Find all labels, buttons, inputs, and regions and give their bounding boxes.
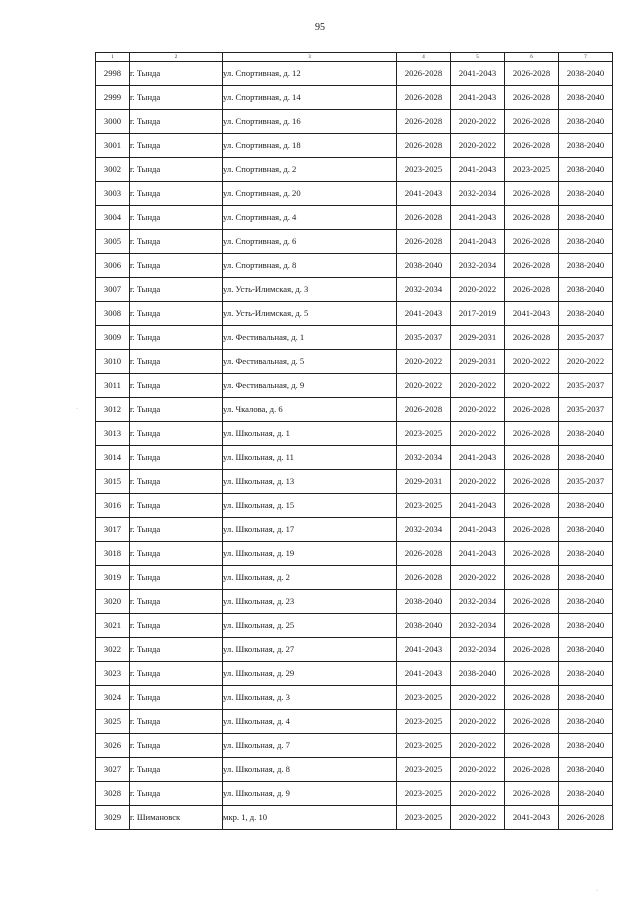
table-row xyxy=(96,254,613,278)
period-col6-cell: 2026-2028 xyxy=(505,542,559,566)
period-col7-cell: 2035-2037 xyxy=(559,470,613,494)
period-col5-cell: 2020-2022 xyxy=(451,134,505,158)
period-col5-cell: 2020-2022 xyxy=(451,710,505,734)
period-col6-cell: 2026-2028 xyxy=(505,422,559,446)
period-col7-cell: 2038-2040 xyxy=(559,614,613,638)
row-number-cell: 3006 xyxy=(96,254,130,278)
table-row xyxy=(96,110,613,134)
column-number: 4 xyxy=(397,53,451,62)
table-row xyxy=(96,206,613,230)
row-number-cell: 3013 xyxy=(96,422,130,446)
period-col6-cell: 2026-2028 xyxy=(505,182,559,206)
period-col7-cell: 2038-2040 xyxy=(559,590,613,614)
city-cell: г. Тында xyxy=(130,398,223,422)
table-row xyxy=(96,590,613,614)
row-number-cell: 3017 xyxy=(96,518,130,542)
row-number-cell: 3018 xyxy=(96,542,130,566)
table-row xyxy=(96,230,613,254)
address-cell: ул. Спортивная, д. 6 xyxy=(223,230,397,254)
period-col5-cell: 2032-2034 xyxy=(451,590,505,614)
period-col4-cell: 2038-2040 xyxy=(397,590,451,614)
period-col4-cell: 2041-2043 xyxy=(397,638,451,662)
period-col6-cell: 2026-2028 xyxy=(505,614,559,638)
row-number-cell: 3010 xyxy=(96,350,130,374)
period-col7-cell: 2038-2040 xyxy=(559,734,613,758)
period-col5-cell: 2032-2034 xyxy=(451,254,505,278)
city-cell: г. Тында xyxy=(130,710,223,734)
address-cell: ул. Школьная, д. 8 xyxy=(223,758,397,782)
row-number-cell: 3029 xyxy=(96,806,130,830)
table-row xyxy=(96,374,613,398)
period-col6-cell: 2026-2028 xyxy=(505,446,559,470)
period-col4-cell: 2023-2025 xyxy=(397,734,451,758)
city-cell: г. Тында xyxy=(130,86,223,110)
period-col5-cell: 2032-2034 xyxy=(451,182,505,206)
column-number: 2 xyxy=(130,53,223,62)
period-col6-cell: 2026-2028 xyxy=(505,782,559,806)
city-cell: г. Тында xyxy=(130,494,223,518)
period-col5-cell: 2029-2031 xyxy=(451,350,505,374)
period-col5-cell: 2029-2031 xyxy=(451,326,505,350)
row-number-cell: 3004 xyxy=(96,206,130,230)
row-number-cell: 3019 xyxy=(96,566,130,590)
city-cell: г. Тында xyxy=(130,134,223,158)
period-col7-cell: 2038-2040 xyxy=(559,206,613,230)
column-number: 7 xyxy=(559,53,613,62)
address-cell: ул. Школьная, д. 9 xyxy=(223,782,397,806)
row-number-cell: 3016 xyxy=(96,494,130,518)
period-col4-cell: 2038-2040 xyxy=(397,254,451,278)
city-cell: г. Тында xyxy=(130,758,223,782)
city-cell: г. Тында xyxy=(130,254,223,278)
table-row xyxy=(96,350,613,374)
address-cell: ул. Школьная, д. 3 xyxy=(223,686,397,710)
city-cell: г. Тында xyxy=(130,230,223,254)
column-number: 3 xyxy=(223,53,397,62)
period-col7-cell: 2020-2022 xyxy=(559,350,613,374)
row-number-cell: 3007 xyxy=(96,278,130,302)
city-cell: г. Тында xyxy=(130,182,223,206)
period-col6-cell: 2026-2028 xyxy=(505,662,559,686)
address-cell: ул. Школьная, д. 1 xyxy=(223,422,397,446)
row-number-cell: 3011 xyxy=(96,374,130,398)
row-number-cell: 3012 xyxy=(96,398,130,422)
period-col7-cell: 2038-2040 xyxy=(559,446,613,470)
table-row xyxy=(96,398,613,422)
city-cell: г. Тында xyxy=(130,278,223,302)
period-col4-cell: 2041-2043 xyxy=(397,302,451,326)
table-row xyxy=(96,158,613,182)
city-cell: г. Тында xyxy=(130,614,223,638)
period-col4-cell: 2026-2028 xyxy=(397,542,451,566)
address-cell: ул. Школьная, д. 19 xyxy=(223,542,397,566)
period-col7-cell: 2038-2040 xyxy=(559,278,613,302)
period-col6-cell: 2026-2028 xyxy=(505,326,559,350)
period-col5-cell: 2020-2022 xyxy=(451,734,505,758)
table-row xyxy=(96,782,613,806)
table-row xyxy=(96,806,613,830)
period-col6-cell: 2026-2028 xyxy=(505,278,559,302)
city-cell: г. Тында xyxy=(130,734,223,758)
row-number-cell: 3023 xyxy=(96,662,130,686)
period-col7-cell: 2038-2040 xyxy=(559,110,613,134)
period-col5-cell: 2032-2034 xyxy=(451,614,505,638)
period-col5-cell: 2020-2022 xyxy=(451,806,505,830)
address-cell: ул. Школьная, д. 4 xyxy=(223,710,397,734)
address-cell: ул. Школьная, д. 11 xyxy=(223,446,397,470)
period-col4-cell: 2026-2028 xyxy=(397,86,451,110)
period-col5-cell: 2041-2043 xyxy=(451,206,505,230)
period-col5-cell: 2032-2034 xyxy=(451,638,505,662)
period-col4-cell: 2023-2025 xyxy=(397,758,451,782)
row-number-cell: 3009 xyxy=(96,326,130,350)
scan-speck: · xyxy=(76,406,78,412)
period-col7-cell: 2038-2040 xyxy=(559,86,613,110)
period-col4-cell: 2023-2025 xyxy=(397,686,451,710)
period-col4-cell: 2023-2025 xyxy=(397,710,451,734)
period-col6-cell: 2026-2028 xyxy=(505,398,559,422)
address-cell: ул. Спортивная, д. 2 xyxy=(223,158,397,182)
row-number-cell: 3022 xyxy=(96,638,130,662)
address-cell: ул. Спортивная, д. 4 xyxy=(223,206,397,230)
page-number: 95 xyxy=(315,22,325,33)
row-number-cell: 3025 xyxy=(96,710,130,734)
column-number: 6 xyxy=(505,53,559,62)
period-col4-cell: 2038-2040 xyxy=(397,614,451,638)
period-col5-cell: 2041-2043 xyxy=(451,86,505,110)
period-col5-cell: 2017-2019 xyxy=(451,302,505,326)
period-col5-cell: 2020-2022 xyxy=(451,278,505,302)
table-row xyxy=(96,278,613,302)
period-col7-cell: 2038-2040 xyxy=(559,518,613,542)
row-number-cell: 3024 xyxy=(96,686,130,710)
address-cell: мкр. 1, д. 10 xyxy=(223,806,397,830)
row-number-cell: 3026 xyxy=(96,734,130,758)
period-col6-cell: 2026-2028 xyxy=(505,686,559,710)
period-col4-cell: 2026-2028 xyxy=(397,566,451,590)
table-row xyxy=(96,542,613,566)
period-col7-cell: 2038-2040 xyxy=(559,230,613,254)
row-number-cell: 3014 xyxy=(96,446,130,470)
column-number: 1 xyxy=(96,53,130,62)
row-number-cell: 3020 xyxy=(96,590,130,614)
city-cell: г. Тында xyxy=(130,782,223,806)
row-number-cell: 3001 xyxy=(96,134,130,158)
period-col5-cell: 2041-2043 xyxy=(451,230,505,254)
row-number-cell: 3028 xyxy=(96,782,130,806)
table-row xyxy=(96,686,613,710)
row-number-cell: 3027 xyxy=(96,758,130,782)
period-col5-cell: 2020-2022 xyxy=(451,110,505,134)
address-cell: ул. Спортивная, д. 16 xyxy=(223,110,397,134)
period-col4-cell: 2026-2028 xyxy=(397,110,451,134)
address-cell: ул. Усть-Илимская, д. 5 xyxy=(223,302,397,326)
period-col6-cell: 2026-2028 xyxy=(505,110,559,134)
row-number-cell: 3015 xyxy=(96,470,130,494)
period-col6-cell: 2026-2028 xyxy=(505,638,559,662)
city-cell: г. Тында xyxy=(130,158,223,182)
period-col6-cell: 2026-2028 xyxy=(505,254,559,278)
table-row xyxy=(96,134,613,158)
address-cell: ул. Школьная, д. 25 xyxy=(223,614,397,638)
column-number: 5 xyxy=(451,53,505,62)
period-col6-cell: 2026-2028 xyxy=(505,494,559,518)
city-cell: г. Тында xyxy=(130,470,223,494)
row-number-cell: 3021 xyxy=(96,614,130,638)
table-row xyxy=(96,422,613,446)
city-cell: г. Тында xyxy=(130,350,223,374)
city-cell: г. Тында xyxy=(130,518,223,542)
address-cell: ул. Чкалова, д. 6 xyxy=(223,398,397,422)
address-cell: ул. Спортивная, д. 20 xyxy=(223,182,397,206)
row-number-cell: 2998 xyxy=(96,62,130,86)
city-cell: г. Тында xyxy=(130,686,223,710)
period-col7-cell: 2038-2040 xyxy=(559,542,613,566)
table-row xyxy=(96,302,613,326)
period-col4-cell: 2023-2025 xyxy=(397,806,451,830)
city-cell: г. Тында xyxy=(130,638,223,662)
city-cell: г. Тында xyxy=(130,302,223,326)
address-cell: ул. Школьная, д. 7 xyxy=(223,734,397,758)
period-col6-cell: 2026-2028 xyxy=(505,134,559,158)
period-col7-cell: 2038-2040 xyxy=(559,62,613,86)
period-col6-cell: 2026-2028 xyxy=(505,470,559,494)
period-col6-cell: 2026-2028 xyxy=(505,566,559,590)
address-cell: ул. Спортивная, д. 14 xyxy=(223,86,397,110)
period-col6-cell: 2026-2028 xyxy=(505,734,559,758)
repair-schedule-table xyxy=(95,52,613,830)
period-col7-cell: 2038-2040 xyxy=(559,710,613,734)
period-col4-cell: 2023-2025 xyxy=(397,158,451,182)
city-cell: г. Тында xyxy=(130,566,223,590)
period-col4-cell: 2020-2022 xyxy=(397,374,451,398)
period-col5-cell: 2041-2043 xyxy=(451,494,505,518)
period-col4-cell: 2041-2043 xyxy=(397,182,451,206)
table-row xyxy=(96,62,613,86)
period-col7-cell: 2038-2040 xyxy=(559,662,613,686)
table-row xyxy=(96,638,613,662)
period-col7-cell: 2038-2040 xyxy=(559,254,613,278)
period-col4-cell: 2020-2022 xyxy=(397,350,451,374)
period-col6-cell: 2026-2028 xyxy=(505,710,559,734)
period-col7-cell: 2035-2037 xyxy=(559,398,613,422)
address-cell: ул. Фестивальная, д. 1 xyxy=(223,326,397,350)
period-col4-cell: 2026-2028 xyxy=(397,230,451,254)
table-row xyxy=(96,326,613,350)
period-col4-cell: 2023-2025 xyxy=(397,422,451,446)
period-col4-cell: 2041-2043 xyxy=(397,662,451,686)
period-col4-cell: 2029-2031 xyxy=(397,470,451,494)
address-cell: ул. Фестивальная, д. 5 xyxy=(223,350,397,374)
period-col5-cell: 2020-2022 xyxy=(451,566,505,590)
address-cell: ул. Школьная, д. 2 xyxy=(223,566,397,590)
period-col6-cell: 2026-2028 xyxy=(505,758,559,782)
table-row xyxy=(96,446,613,470)
table-row xyxy=(96,662,613,686)
period-col4-cell: 2032-2034 xyxy=(397,446,451,470)
address-cell: ул. Спортивная, д. 18 xyxy=(223,134,397,158)
period-col7-cell: 2026-2028 xyxy=(559,806,613,830)
period-col6-cell: 2026-2028 xyxy=(505,590,559,614)
city-cell: г. Тында xyxy=(130,590,223,614)
period-col4-cell: 2032-2034 xyxy=(397,278,451,302)
address-cell: ул. Школьная, д. 15 xyxy=(223,494,397,518)
city-cell: г. Тында xyxy=(130,374,223,398)
table-row xyxy=(96,566,613,590)
period-col7-cell: 2038-2040 xyxy=(559,182,613,206)
period-col6-cell: 2026-2028 xyxy=(505,230,559,254)
scan-speck: · xyxy=(596,888,598,894)
city-cell: г. Тында xyxy=(130,62,223,86)
city-cell: г. Тында xyxy=(130,326,223,350)
address-cell: ул. Школьная, д. 17 xyxy=(223,518,397,542)
period-col5-cell: 2020-2022 xyxy=(451,686,505,710)
table-row xyxy=(96,758,613,782)
address-cell: ул. Школьная, д. 29 xyxy=(223,662,397,686)
table-row xyxy=(96,614,613,638)
table-row xyxy=(96,494,613,518)
address-cell: ул. Спортивная, д. 8 xyxy=(223,254,397,278)
period-col7-cell: 2038-2040 xyxy=(559,158,613,182)
period-col7-cell: 2038-2040 xyxy=(559,638,613,662)
table-row xyxy=(96,710,613,734)
period-col7-cell: 2038-2040 xyxy=(559,134,613,158)
period-col7-cell: 2035-2037 xyxy=(559,326,613,350)
period-col5-cell: 2020-2022 xyxy=(451,398,505,422)
period-col5-cell: 2020-2022 xyxy=(451,782,505,806)
address-cell: ул. Спортивная, д. 12 xyxy=(223,62,397,86)
period-col7-cell: 2038-2040 xyxy=(559,494,613,518)
row-number-cell: 3008 xyxy=(96,302,130,326)
address-cell: ул. Фестивальная, д. 9 xyxy=(223,374,397,398)
city-cell: г. Тында xyxy=(130,542,223,566)
period-col5-cell: 2041-2043 xyxy=(451,158,505,182)
table-row xyxy=(96,734,613,758)
row-number-cell: 2999 xyxy=(96,86,130,110)
period-col5-cell: 2038-2040 xyxy=(451,662,505,686)
period-col7-cell: 2038-2040 xyxy=(559,302,613,326)
period-col4-cell: 2026-2028 xyxy=(397,206,451,230)
period-col6-cell: 2026-2028 xyxy=(505,62,559,86)
row-number-cell: 3003 xyxy=(96,182,130,206)
city-cell: г. Тында xyxy=(130,206,223,230)
period-col7-cell: 2038-2040 xyxy=(559,782,613,806)
period-col7-cell: 2038-2040 xyxy=(559,566,613,590)
period-col6-cell: 2020-2022 xyxy=(505,374,559,398)
period-col6-cell: 2041-2043 xyxy=(505,302,559,326)
city-cell: г. Тында xyxy=(130,662,223,686)
period-col4-cell: 2023-2025 xyxy=(397,494,451,518)
period-col6-cell: 2026-2028 xyxy=(505,86,559,110)
period-col5-cell: 2041-2043 xyxy=(451,446,505,470)
city-cell: г. Шимановск xyxy=(130,806,223,830)
row-number-cell: 3000 xyxy=(96,110,130,134)
period-col7-cell: 2035-2037 xyxy=(559,374,613,398)
period-col6-cell: 2023-2025 xyxy=(505,158,559,182)
address-cell: ул. Школьная, д. 13 xyxy=(223,470,397,494)
table-row xyxy=(96,182,613,206)
period-col5-cell: 2020-2022 xyxy=(451,758,505,782)
period-col4-cell: 2026-2028 xyxy=(397,62,451,86)
period-col4-cell: 2035-2037 xyxy=(397,326,451,350)
city-cell: г. Тында xyxy=(130,422,223,446)
period-col4-cell: 2032-2034 xyxy=(397,518,451,542)
period-col4-cell: 2026-2028 xyxy=(397,398,451,422)
period-col6-cell: 2041-2043 xyxy=(505,806,559,830)
row-number-cell: 3002 xyxy=(96,158,130,182)
column-number-row xyxy=(96,53,613,62)
period-col6-cell: 2026-2028 xyxy=(505,206,559,230)
period-col5-cell: 2020-2022 xyxy=(451,470,505,494)
period-col7-cell: 2038-2040 xyxy=(559,758,613,782)
period-col5-cell: 2020-2022 xyxy=(451,374,505,398)
period-col6-cell: 2020-2022 xyxy=(505,350,559,374)
period-col5-cell: 2020-2022 xyxy=(451,422,505,446)
table-row xyxy=(96,86,613,110)
city-cell: г. Тында xyxy=(130,110,223,134)
address-cell: ул. Школьная, д. 23 xyxy=(223,590,397,614)
table-row xyxy=(96,470,613,494)
period-col5-cell: 2041-2043 xyxy=(451,542,505,566)
period-col4-cell: 2023-2025 xyxy=(397,782,451,806)
address-cell: ул. Школьная, д. 27 xyxy=(223,638,397,662)
address-cell: ул. Усть-Илимская, д. 3 xyxy=(223,278,397,302)
period-col7-cell: 2038-2040 xyxy=(559,686,613,710)
table-row xyxy=(96,518,613,542)
city-cell: г. Тында xyxy=(130,446,223,470)
period-col7-cell: 2038-2040 xyxy=(559,422,613,446)
period-col5-cell: 2041-2043 xyxy=(451,62,505,86)
row-number-cell: 3005 xyxy=(96,230,130,254)
period-col4-cell: 2026-2028 xyxy=(397,134,451,158)
period-col5-cell: 2041-2043 xyxy=(451,518,505,542)
period-col6-cell: 2026-2028 xyxy=(505,518,559,542)
